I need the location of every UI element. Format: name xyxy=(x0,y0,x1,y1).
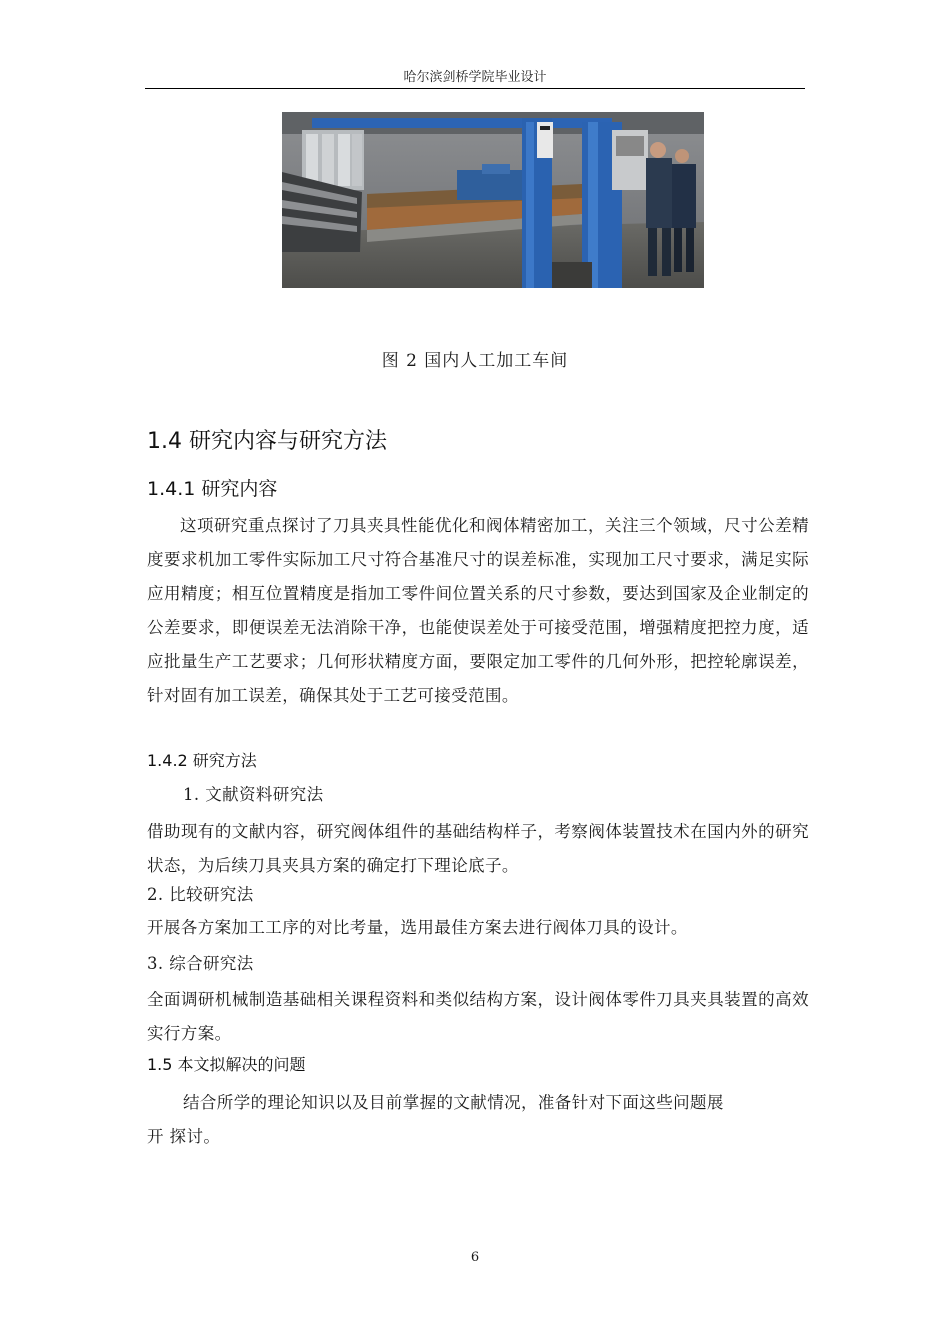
figure-caption: 图 2 国内人工加工车间 xyxy=(381,351,569,371)
method-2-body: 开展各方案加工工序的对比考量，选用最佳方案去进行阀体刀具的设计。 xyxy=(147,918,688,937)
method-3-title: 3. 综合研究法 xyxy=(147,954,254,973)
section-heading-1-5: 1.5 本文拟解决的问题 xyxy=(147,1055,306,1074)
workshop-photo-drawing xyxy=(282,112,704,288)
method-1-body: 借助现有的文献内容，研究阀体组件的基础结构样子，考察阀体装置技术在国内外的研究状态，为后续刀具夹具方案的确定打下理论底子。 xyxy=(147,822,809,875)
workshop-photo xyxy=(282,112,704,288)
section-heading-1-4-1: 1.4.1 研究内容 xyxy=(147,478,278,500)
page-number: 6 xyxy=(470,1250,480,1265)
problem-paragraph-line-1: 结合所学的理论知识以及目前掌握的文献情况，准备针对下面这些问题展 xyxy=(183,1093,724,1112)
section-heading-1-4-2: 1.4.2 研究方法 xyxy=(147,751,257,770)
method-3-body: 全面调研机械制造基础相关课程资料和类似结构方案，设计阀体零件刀具夹具装置的高效实行方案。 xyxy=(147,990,809,1043)
research-content-paragraph: 这项研究重点探讨了刀具夹具性能优化和阀体精密加工，关注三个领域，尺寸公差精度要求机加工零件实际加工尺寸符合基准尺寸的误差标准，实现加工尺寸要求，满足实际应用精度；相互位置精度是指加工零件间位置关系的尺寸参数，要达到国家及企业制定的公差要求，即便误差无法消除干净，也能使误差处于可接受范围，增强精度把控力度，适应批量生产工艺要求；几何形状精度方面，要限定加工零件的几何外形，把控轮廓误差，针对固有加工误差，确保其处于工艺可接受范围。 xyxy=(147,516,809,705)
method-1-title: 1. 文献资料研究法 xyxy=(183,785,324,804)
problem-paragraph-line-2: 开 探讨。 xyxy=(147,1127,221,1146)
header-rule xyxy=(145,88,805,89)
running-header: 哈尔滨剑桥学院毕业设计 xyxy=(403,70,547,85)
method-2-title: 2. 比较研究法 xyxy=(147,885,254,904)
section-heading-1-4: 1.4 研究内容与研究方法 xyxy=(147,429,387,454)
